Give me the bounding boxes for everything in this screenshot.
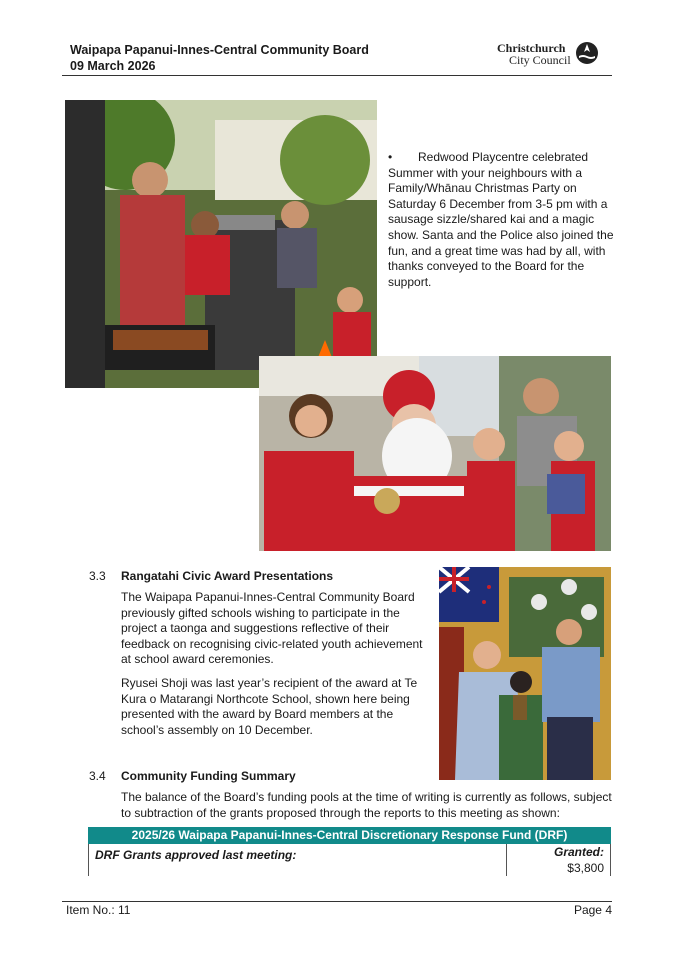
section-3-3-para1	[121, 590, 423, 668]
santa-photo	[259, 356, 611, 551]
para-line: at school award ceremonies.	[121, 652, 274, 667]
header-board-name: Waipapa Papanui-Innes-Central Community Board	[70, 43, 369, 57]
para-line: previously gifted schools wishing to participate in the	[121, 605, 400, 620]
bullet-line: fun, and a great time was had by all, with	[388, 243, 606, 258]
bullet-symbol: •	[388, 150, 393, 164]
award-photo	[439, 567, 611, 780]
council-logo-icon	[575, 41, 599, 65]
para-line: Kura o Matarangi Northcote School, shown here being	[121, 691, 410, 706]
bullet-line: thanks conveyed to the Board for the	[388, 259, 585, 274]
bullet-line: support.	[388, 274, 432, 289]
drf-granted-label: Granted:	[553, 845, 604, 859]
para-line: The balance of the Board’s funding pools at the time of writing is currently as follows, subject	[121, 790, 612, 804]
para-line: school’s assembly on 10 December.	[121, 722, 313, 737]
bullet-line: show. Santa and the Police also joined the	[388, 227, 614, 242]
para-line: presented with the award by Board members at the	[121, 707, 394, 722]
logo-line2: City Council	[509, 53, 571, 67]
section-3-4-para	[121, 790, 612, 821]
section-3-4-number: 3.4	[89, 769, 106, 783]
bbq-photo	[65, 100, 377, 388]
page-header-title	[70, 42, 369, 74]
bullet-line-text: Redwood Playcentre celebrated	[418, 150, 589, 164]
para-line: The Waipapa Papanui-Innes-Central Community Board	[121, 590, 415, 604]
drf-table	[88, 827, 611, 876]
para-line: Ryusei Shoji was last year’s recipient of the award at Te	[121, 676, 418, 690]
footer-item-number: Item No.: 11	[66, 903, 131, 917]
footer-divider	[62, 901, 612, 902]
bullet-line: Summer with your neighbours with a	[388, 165, 583, 180]
drf-granted-value: $3,800	[567, 861, 604, 875]
drf-row-label: DRF Grants approved last meeting:	[95, 848, 297, 862]
para-line: to subtraction of the grants proposed through the reports to this meeting as shown:	[121, 805, 560, 820]
para-line: project a taonga and suggestions reflective of their	[121, 621, 390, 636]
section-3-3-number: 3.3	[89, 569, 106, 583]
bullet-line	[388, 150, 618, 166]
header-divider	[62, 75, 612, 76]
footer-page-number: Page 4	[573, 903, 612, 917]
para-line: feedback on recognising civic-related youth achievement	[121, 636, 423, 651]
table-column-divider	[506, 844, 507, 876]
drf-table-row	[88, 844, 611, 876]
bullet-paragraph	[388, 150, 618, 290]
section-3-4-title: Community Funding Summary	[121, 769, 296, 783]
bullet-line: Family/Whānau Christmas Party on	[388, 181, 577, 196]
section-3-3-title: Rangatahi Civic Award Presentations	[121, 569, 334, 583]
bullet-line: sausage sizzle/shared kai and a magic	[388, 212, 595, 227]
santa-photo-image	[259, 356, 611, 551]
bullet-line: Saturday 6 December from 3-5 pm with a	[388, 196, 608, 211]
bbq-photo-image	[65, 100, 377, 388]
header-date: 09 March 2026	[70, 59, 156, 73]
council-logo	[497, 41, 607, 69]
award-photo-image	[439, 567, 611, 780]
section-3-3-para2	[121, 676, 417, 738]
drf-table-header: 2025/26 Waipapa Papanui-Innes-Central Discretionary Response Fund (DRF)	[88, 827, 611, 844]
logo-line1: Christchurch	[497, 41, 566, 55]
